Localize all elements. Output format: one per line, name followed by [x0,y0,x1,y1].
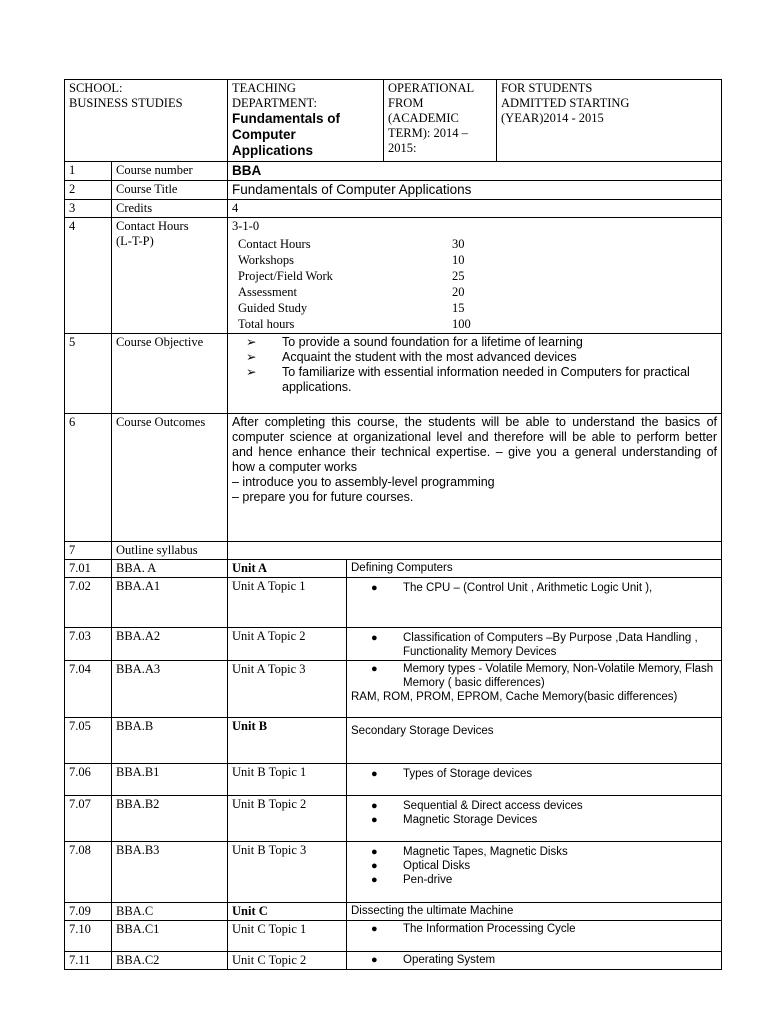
topic-text: The CPU – (Control Unit , Arithmetic Logic Unit ), [403,582,653,594]
hours-value: 10 [452,253,465,267]
unit-name: Unit B Topic 1 [228,764,347,796]
table-row [65,218,722,334]
arrow-bullet-icon: ➢ [246,335,257,349]
table-row [65,334,722,414]
topic-text: Sequential & Direct access devices [403,800,583,812]
hours-value: 30 [452,237,465,251]
topic-list [351,767,717,781]
row-label: Course Objective [112,334,228,414]
unit-code: BBA.A2 [112,628,228,661]
list-item [246,365,717,395]
hours-name: Assessment [238,285,298,299]
topic-list [351,662,717,690]
topic-list [351,581,717,595]
topic-text: Types of Storage devices [403,768,533,780]
arrow-bullet-icon: ➢ [246,365,257,379]
unit-content: Dissecting the ultimate Machine [347,903,722,921]
unit-content [347,628,722,661]
unit-name: Unit A Topic 1 [228,578,347,628]
unit-content [347,921,722,952]
hours-row [238,300,492,316]
course-objective-cell [228,334,722,414]
hours-name: Workshops [238,253,294,267]
unit-code: BBA.C2 [112,952,228,970]
hours-name: Guided Study [238,301,308,315]
syllabus-row [65,718,722,764]
bullet-icon: ● [371,663,378,675]
ltp-value: 3-1-0 [232,219,260,233]
topic-list [351,845,717,887]
list-item [371,922,717,936]
row-number: 4 [65,218,112,334]
table-row [65,200,722,218]
row-label: Course Outcomes [112,414,228,542]
operational-line1: OPERATIONAL [388,81,475,95]
unit-name: Unit B Topic 3 [228,842,347,903]
bullet-icon: ● [371,800,378,812]
hours-name: Project/Field Work [238,269,333,283]
topic-text: Magnetic Storage Devices [403,814,538,826]
bullet-icon: ● [371,860,378,872]
contact-hours-cell [228,218,722,334]
row-number: 3 [65,200,112,218]
topic-text: Magnetic Tapes, Magnetic Disks [403,846,568,858]
list-item [371,631,717,659]
unit-name: Unit A Topic 2 [228,628,347,661]
school-label: SCHOOL: [69,81,123,95]
list-item [246,350,717,365]
unit-name: Unit C Topic 1 [228,921,347,952]
objective-text: To familiarize with essential information needed in Computers for practical applications. [282,365,690,394]
hours-value: 20 [452,285,465,299]
topic-text: Optical Disks [403,860,471,872]
row-number: 2 [65,181,112,200]
unit-content [347,578,722,628]
table-row [65,414,722,542]
outcomes-line: – introduce you to assembly-level programming [232,475,495,489]
unit-code: BBA.A3 [112,661,228,718]
row-number: 7.05 [65,718,112,764]
topic-text: The Information Processing Cycle [403,923,576,935]
objective-list [232,335,717,395]
department-label: DEPARTMENT: [232,96,317,110]
syllabus-row [65,628,722,661]
hours-row [238,252,492,268]
table-row [65,181,722,200]
row-number: 7 [65,542,112,560]
list-item [371,859,717,873]
unit-content [347,842,722,903]
unit-content: Secondary Storage Devices [347,718,722,764]
hours-row [238,316,492,332]
unit-name: Unit B [228,718,347,764]
topic-extra-text: RAM, ROM, PROM, EPROM, Cache Memory(basic differences) [351,691,678,703]
unit-content [347,764,722,796]
outcomes-paragraph: After completing this course, the students will be able to understand the basics of computer science at organizational level and therefore will be able to perform better and hence enhance their technical expertise. – give you a general understanding of how a computer works [232,415,718,474]
unit-code: BBA.A1 [112,578,228,628]
topic-text: Memory types - Volatile Memory, Non-Volatile Memory, Flash Memory ( basic differences) [403,663,714,689]
syllabus-row [65,842,722,903]
list-item [246,335,717,350]
row-number: 7.10 [65,921,112,952]
bullet-icon: ● [371,923,378,935]
credits-value: 4 [228,200,722,218]
unit-content [347,661,722,718]
operational-cell [384,80,497,162]
syllabus-row [65,560,722,578]
row-number: 6 [65,414,112,542]
list-item [371,799,717,813]
bullet-icon: ● [371,954,378,966]
topic-list [351,631,717,659]
unit-code: BBA. A [112,560,228,578]
department-value-line2: Computer [232,127,296,142]
department-cell [228,80,384,162]
bullet-icon: ● [371,874,378,886]
topic-text: Operating System [403,954,496,966]
syllabus-row [65,764,722,796]
syllabus-row [65,903,722,921]
hours-breakdown [238,236,492,332]
row-number: 1 [65,162,112,181]
list-item [371,845,717,859]
row-label: Course Title [112,181,228,200]
row-label: Outline syllabus [112,542,228,560]
unit-code: BBA.B3 [112,842,228,903]
unit-name: Unit B Topic 2 [228,796,347,842]
syllabus-row [65,661,722,718]
operational-line3: TERM): 2014 – 2015: [388,126,468,155]
objective-text: Acquaint the student with the most advanced devices [282,350,577,364]
course-syllabus-table [64,79,722,970]
students-cell [497,80,722,162]
row-number: 5 [65,334,112,414]
unit-code: BBA.B1 [112,764,228,796]
unit-code: BBA.C [112,903,228,921]
objective-text: To provide a sound foundation for a lifetime of learning [282,335,583,349]
row-number: 7.01 [65,560,112,578]
header-row [65,80,722,162]
unit-name: Unit A Topic 3 [228,661,347,718]
table-row [65,162,722,181]
row-number: 7.04 [65,661,112,718]
topic-list [351,953,717,967]
hours-name: Total hours [238,317,295,331]
course-title-value: Fundamentals of Computer Applications [228,181,722,200]
row-number: 7.07 [65,796,112,842]
bullet-icon: ● [371,768,378,780]
bullet-icon: ● [371,632,378,644]
row-number: 7.08 [65,842,112,903]
ltp-label: (L-T-P) [116,234,154,248]
department-value-line1: Fundamentals of [232,111,341,126]
outcomes-line: – prepare you for future courses. [232,490,414,504]
school-cell [65,80,228,162]
row-number: 7.09 [65,903,112,921]
syllabus-row [65,578,722,628]
bullet-icon: ● [371,846,378,858]
list-item [371,873,717,887]
unit-content [347,952,722,970]
syllabus-row [65,952,722,970]
list-item [371,581,717,595]
row-number: 7.06 [65,764,112,796]
course-number-value: BBA [228,162,722,181]
hours-value: 15 [452,301,465,315]
students-line2: ADMITTED STARTING [501,96,630,110]
empty-cell [228,542,722,560]
unit-code: BBA.B2 [112,796,228,842]
arrow-bullet-icon: ➢ [246,350,257,364]
hours-row [238,236,492,252]
teaching-label: TEACHING [232,81,296,95]
list-item [371,662,717,690]
operational-line2: FROM (ACADEMIC [388,96,459,125]
course-outcomes-cell [228,414,722,542]
hours-row [238,268,492,284]
table-row [65,542,722,560]
hours-row [238,284,492,300]
row-label [112,218,228,334]
unit-name: Unit C Topic 2 [228,952,347,970]
unit-name: Unit A [228,560,347,578]
topic-list [351,799,717,827]
bullet-icon: ● [371,582,378,594]
bullet-icon: ● [371,814,378,826]
hours-value: 25 [452,269,465,283]
unit-name: Unit C [228,903,347,921]
list-item [371,953,717,967]
unit-code: BBA.B [112,718,228,764]
syllabus-row [65,796,722,842]
syllabus-row [65,921,722,952]
school-value: BUSINESS STUDIES [69,96,183,110]
row-label: Credits [112,200,228,218]
topic-list [351,922,717,936]
row-number: 7.11 [65,952,112,970]
row-label: Course number [112,162,228,181]
topic-text: Pen-drive [403,874,453,886]
students-line1: FOR STUDENTS [501,81,593,95]
list-item [371,813,717,827]
contact-hours-label: Contact Hours [116,219,189,233]
list-item [371,767,717,781]
hours-name: Contact Hours [238,237,311,251]
department-value-line3: Applications [232,143,314,158]
unit-code: BBA.C1 [112,921,228,952]
row-number: 7.03 [65,628,112,661]
topic-text: Classification of Computers –By Purpose ,Data Handling , Functionality Memory Devices [403,632,698,658]
unit-content: Defining Computers [347,560,722,578]
row-number: 7.02 [65,578,112,628]
unit-content [347,796,722,842]
students-line3: (YEAR)2014 - 2015 [501,111,604,125]
hours-value: 100 [452,317,471,331]
